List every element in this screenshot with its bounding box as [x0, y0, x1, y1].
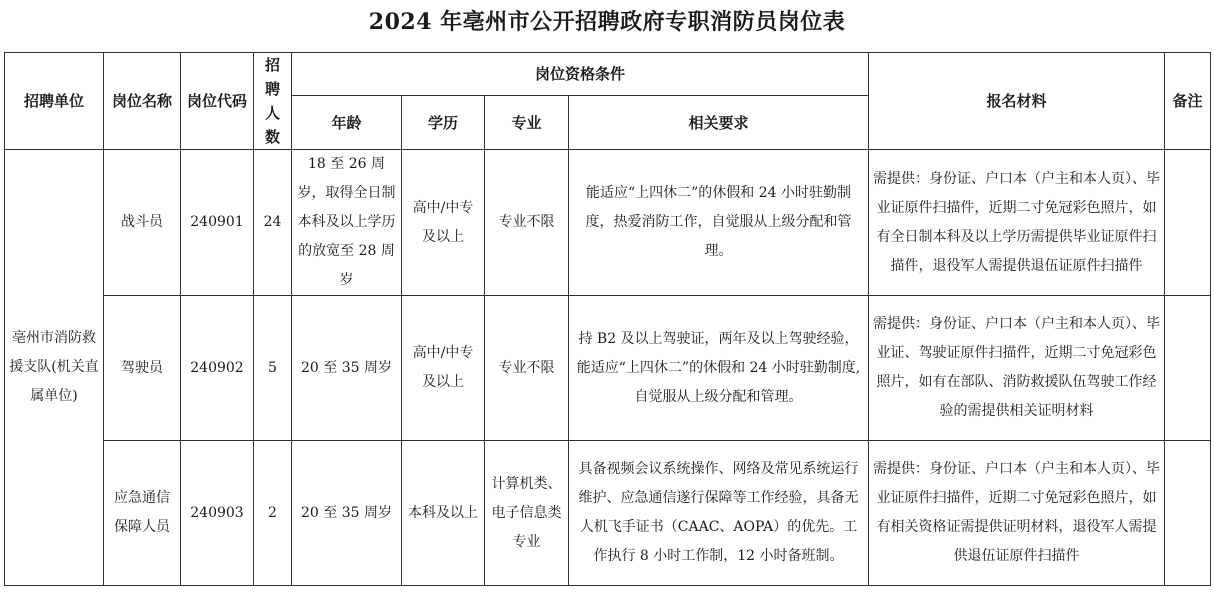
position-code-cell: 240901	[181, 150, 254, 296]
age-cell: 20 至 35 周岁	[292, 296, 402, 441]
major-cell: 专业不限	[485, 296, 569, 441]
major-cell: 计算机类、电子信息类专业	[485, 441, 569, 586]
page-title: 2024 年亳州市公开招聘政府专职消防员岗位表	[368, 9, 846, 35]
headcount-cell: 24	[254, 150, 292, 296]
header-age: 年龄	[292, 96, 402, 150]
major-cell: 专业不限	[485, 150, 569, 296]
table-row	[5, 296, 1211, 441]
unit-name-cell: 亳州市消防救援支队(机关直属单位)	[5, 150, 104, 586]
requirements-cell: 具备视频会议系统操作、网络及常见系统运行维护、应急通信遂行保障等工作经验，具备无人机飞手证书（CAAC、AOPA）的优先。工作执行 8 小时工作制，12 小时备班制。	[569, 441, 869, 586]
materials-cell: 需提供：身份证、户口本（户主和本人页）、毕业证原件扫描件，近期二寸免冠彩色照片，如有相关资格证需提供证明材料，退役军人需提供退伍证原件扫描件	[869, 441, 1165, 586]
materials-cell: 需提供：身份证、户口本（户主和本人页）、毕业证原件扫描件，近期二寸免冠彩色照片，如有全日制本科及以上学历需提供毕业证原件扫描件，退役军人需提供退伍证原件扫描件	[869, 150, 1165, 296]
position-code-cell: 240902	[181, 296, 254, 441]
position-name-cell: 战斗员	[104, 150, 181, 296]
position-name-cell: 应急通信保障人员	[104, 441, 181, 586]
requirements-cell: 持 B2 及以上驾驶证，两年及以上驾驶经验，能适应“上四休二”的休假和 24 小时驻勤制度,自觉服从上级分配和管理。	[569, 296, 869, 441]
table-row	[5, 150, 1211, 296]
remarks-cell	[1165, 441, 1211, 586]
header-materials: 报名材料	[869, 53, 1165, 150]
header-position-code: 岗位代码	[181, 53, 254, 150]
headcount-cell: 5	[254, 296, 292, 441]
position-code-cell: 240903	[181, 441, 254, 586]
header-unit: 招聘单位	[5, 53, 104, 150]
education-cell: 高中/中专及以上	[402, 296, 485, 441]
position-name-cell: 驾驶员	[104, 296, 181, 441]
header-qualifications: 岗位资格条件	[292, 53, 869, 96]
header-headcount: 招聘人数	[254, 53, 292, 150]
education-cell: 高中/中专及以上	[402, 150, 485, 296]
education-cell: 本科及以上	[402, 441, 485, 586]
header-requirements: 相关要求	[569, 96, 869, 150]
header-major: 专业	[485, 96, 569, 150]
remarks-cell	[1165, 150, 1211, 296]
header-remarks: 备注	[1165, 53, 1211, 150]
age-cell: 20 至 35 周岁	[292, 441, 402, 586]
headcount-cell: 2	[254, 441, 292, 586]
header-position-name: 岗位名称	[104, 53, 181, 150]
materials-cell: 需提供：身份证、户口本（户主和本人页）、毕业证、驾驶证原件扫描件，近期二寸免冠彩色照片，如有在部队、消防救援队伍驾驶工作经验的需提供相关证明材料	[869, 296, 1165, 441]
header-education: 学历	[402, 96, 485, 150]
age-cell: 18 至 26 周岁，取得全日制本科及以上学历的放宽至 28 周岁	[292, 150, 402, 296]
positions-table	[4, 52, 1211, 586]
remarks-cell	[1165, 296, 1211, 441]
table-row	[5, 441, 1211, 586]
requirements-cell: 能适应“上四休二”的休假和 24 小时驻勤制度，热爱消防工作，自觉服从上级分配和管理。	[569, 150, 869, 296]
